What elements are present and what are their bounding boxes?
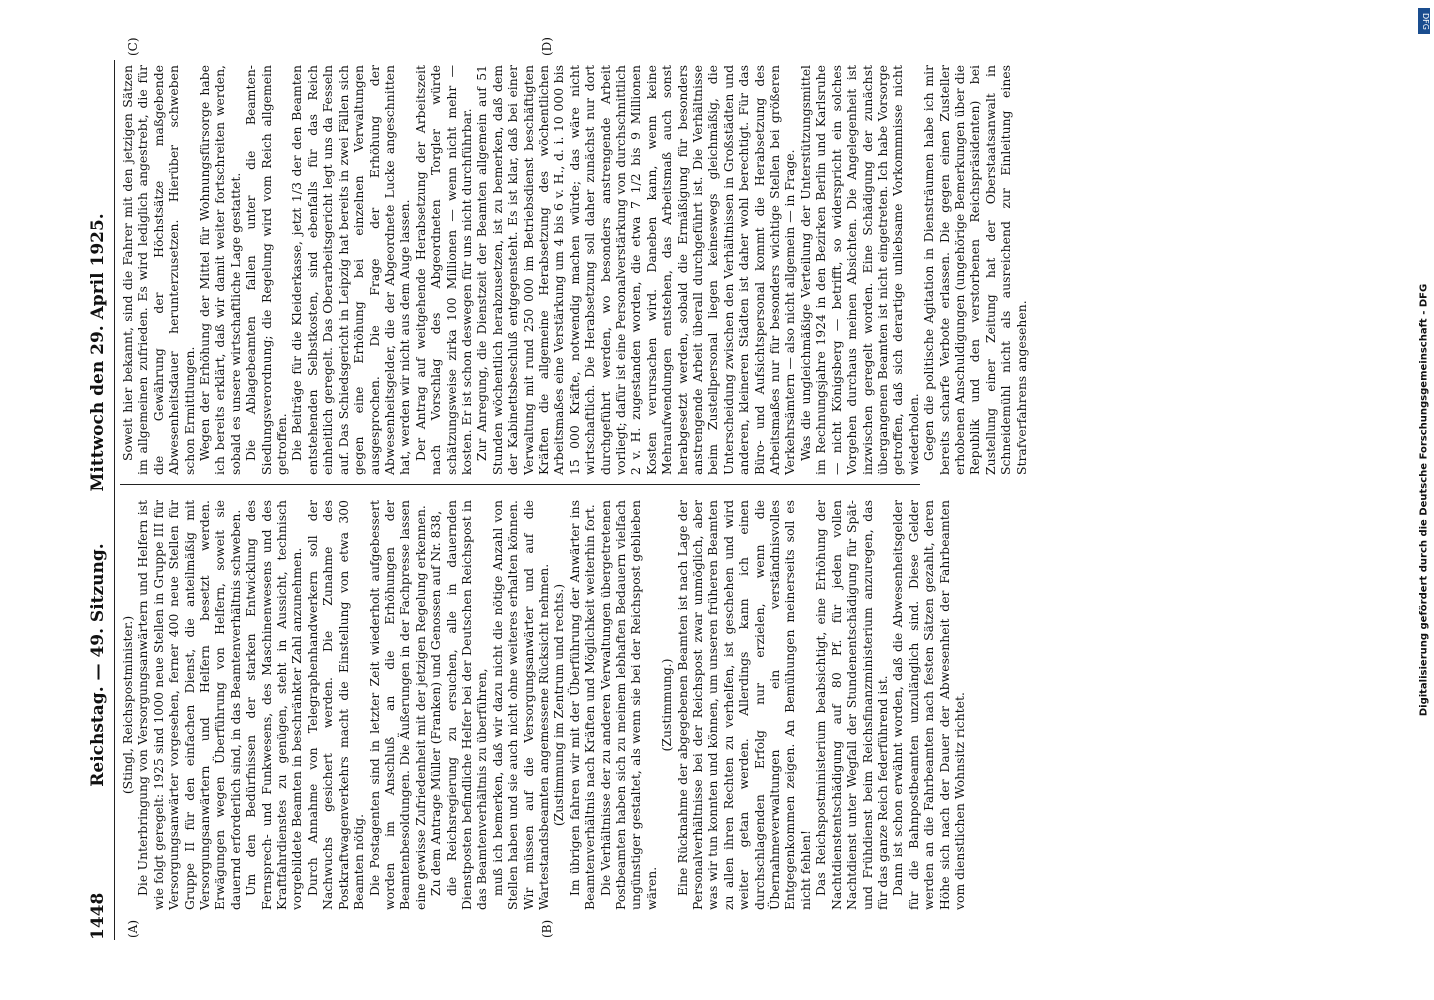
- page-header: [88, 60, 114, 940]
- session-center: Reichstag. — 49. Sitzung.: [88, 543, 108, 787]
- session-title: [88, 60, 108, 940]
- paragraph: (Zustimmung im Zentrum und rechts.): [551, 583, 567, 827]
- paragraph: die Reichsregierung zu ersuchen, alle in dauernden Dienstposten befindliche Helfer bei der Deutschen Reichspost in das Beamtenverhältnis zu überführen,: [443, 500, 490, 910]
- paragraph: Im übrigen fahren wir mit der Überführung der Anwärter ins Beamtenverhältnis nach Kräften und Möglichkeit weiterhin fort.: [566, 500, 598, 910]
- paragraph: muß ich bemerken, daß wir dazu nicht die nötige Anzahl von Stellen haben und sie auch nicht ohne weiteres erhalten können. Wir müssen auf die Versorgungsanwärter und auf die Wartestandsbeamten angemessene Rücksicht nehmen.: [489, 500, 551, 910]
- paragraph: Die Verhältnisse der zu anderen Verwaltungen übergetretenen Postbeamten haben sich zu meinem lebhaften Bedauern vielfach ungünstiger gestaltet, als wenn sie bei der Reichspost geblieben wären.: [597, 500, 659, 910]
- paragraph: Zur Anregung, die Dienstzeit der Beamten allgemein auf 51 Stunden wöchentlich herabzusetzen, ist zu bemerken, daß dem der Kabinettsbeschluß entgegensteht. Es ist klar, daß bei einer Verwaltung mit rund 250 000 im Betriebsdienst beschäftigten Kräften die allgemeine Herabsetzung des wöchentlichen Arbeitsmaßes eine Verstärkung um 4 bis 6 v. H., d. i. 10 000 bis 15 000 Kräfte, notwendig machen würde; das wäre nicht wirtschaftlich. Die Herabsetzung soll daher zunächst nur dort durchgeführt werden, wo besonders anstrengende Arbeit vorliegt; dafür ist eine Personalverstärkung von durchschnittlich 2 v. H. zugestanden worden, die etwa 7 1/2 bis 9 Millionen Kosten verursachen wird. Daneben kann, wenn keine Mehraufwendungen entstehen, das Arbeitsmaß auch sonst herabgesetzt werden, sobald die Ermäßigung für besonders anstrengende Arbeit überall durchgeführt ist. Die Verhältnisse beim Zustellpersonal liegen keineswegs gleichmäßig, die Unterscheidung zwischen den Verhältnissen in Großstädten und anderen, kleineren Städten ist daher wohl berechtigt. Für das Büro- und Aufsichtspersonal kommt die Herabsetzung des Arbeitsmaßes nur für besonders wichtige Stellen bei größeren Verkehrsämtern — also nicht allgemein — in Frage.: [474, 65, 798, 475]
- marker-c: (C): [126, 37, 140, 56]
- paragraph: (Stingl, Reichspostminister.): [120, 615, 135, 795]
- digitization-credit: Digitalisierung gefördert durch die Deutsche Forschungsgemeinschaft - DFG: [1418, 283, 1430, 717]
- paragraph: Dann ist schon erwähnt worden, daß die Abwesenheitsgelder für die Bahnpostbeamten unzulänglich sind. Diese Gelder werden an die Fahrbeamten nach festen Sätzen gezahlt, deren Höhe sich nach der Dauer der Abwesenheit der Fahrbeamten vom dienstlichen Wohnsitz richtet.: [890, 500, 967, 910]
- dfg-logo: DFG: [1418, 8, 1430, 34]
- paragraph: Das Reichspostministerium beabsichtigt, eine Erhöhung der Nachtdienstentschädigung auf 80 Pf. für jeden vollen Nachtdienst unter Wegfall der Stundenentschädigung für Spät- und Frühdienst beim Reichsfinanzministerium anzuregen, das für das ganze Reich federführend ist.: [813, 500, 890, 910]
- paragraph: Soweit hier bekannt, sind die Fahrer mit den jetzigen Sätzen im allgemeinen zufrieden. Es wird lediglich angestrebt, die für die Gewährung der Höchstsätze maßgebende Abwesenheitsdauer herunterzusetzen. Hierüber schweben schon Ermittlungen.: [120, 65, 197, 475]
- column-separator: [120, 484, 920, 485]
- marker-a: (A): [126, 919, 140, 938]
- paragraph: Eine Rücknahme der abgegebenen Beamten ist nach Lage der Personalverhältnisse bei der Reichspost zwar unmöglich, aber was wir tun konnten und können, um unseren früheren Beamten zu allen ihren Rechten zu verhelfen, ist geschehen und wird weiter getan werden. Allerdings kann ich einen durchschlagenden Erfolg nur erzielen, wenn die Übernahmeverwaltungen ein verständnisvolles Entgegenkommen zeigen. An Bemühungen meinerseits soll es nicht fehlen!: [674, 500, 813, 910]
- paragraph: (Zustimmung.): [659, 658, 675, 752]
- paragraph: Gegen die politische Agitation in Diensträumen habe ich mir bereits scharfe Verbote erlassen. Die gegen einen Zusteller erhobenen Anschuldigungen (ungehörige Bemerkungen über die Republik und den verstorbenen Reichspräsidenten) bei Zustellung einer Zeitung hat der Oberstaatsanwalt in Schneidemühl nicht als ausreichend zur Einleitung eines Strafverfahrens angesehen.: [921, 65, 1029, 475]
- paragraph: Durch Annahme von Telegraphenhandwerkern soll der Nachwuchs gesichert werden. Die Zunahme des Postkraftwagenverkehrs macht die Einstellung von etwa 300 Beamten nötig.: [304, 500, 367, 910]
- paragraph: Zu dem Antrage Müller (Franken) und Genossen auf Nr. 838,: [428, 510, 444, 896]
- page-number: 1448: [88, 892, 108, 940]
- paragraph: Wegen der Erhöhung der Mittel für Wohnungsfürsorge habe ich bereits erklärt, daß wir damit weiter fortschreiten werden, sobald es unsere wirtschaftliche Lage gestattet.: [197, 65, 243, 475]
- paragraph: Die Postagenten sind in letzter Zeit wiederholt aufgebessert worden im Anschluß an die Erhöhungen der Beamtenbesoldungen. Die Äußerungen in der Fachpresse lassen eine gewisse Zufriedenheit mit der jetzigen Regelung erkennen.: [366, 500, 428, 910]
- paragraph: Was die ungleichmäßige Verteilung der Unterstützungsmittel im Rechnungsjahre 1924 in den Bezirken Berlin und Karlsruhe — nicht Königsberg — betrifft, so widerspricht ein solches Vorgehen durchaus meinen Absichten. Die Angelegenheit ist inzwischen geregelt worden. Eine Schädigung der zunächst übergangenen Beamten ist nicht eingetreten. Ich habe Vorsorge getroffen, daß sich derartige unliebsame Vorkommnisse nicht wiederholen.: [797, 65, 921, 475]
- paragraph: Der Antrag auf weitgehende Herabsetzung der Arbeitszeit nach Vorschlag des Abgeordneten Torgler würde schätzungsweise zirka 100 Millionen — wenn nicht mehr — kosten. Er ist schon deswegen für uns nicht durchführbar.: [412, 65, 474, 475]
- marker-d: (D): [540, 37, 554, 56]
- paragraph: Die Unterbringung von Versorgungsanwärtern und Helfern ist wie folgt geregelt: 1925 sind 1000 neue Stellen in Gruppe III für Versorgungsanwärter vorgesehen, ferner 400 neue Stellen für Gruppe II für den einfachen Dienst, die anteilmäßig mit Versorgungsanwärtern und Helfern besetzt werden. Erwägungen wegen Überführung von Helfern, soweit sie dauernd erforderlich sind, in das Beamtenverhältnis schweben.: [135, 500, 243, 910]
- paragraph: Die Ablagebeamten fallen unter die Beamten-Siedlungsverordnung; die Regelung wird vom Reich allgemein getroffen.: [243, 65, 290, 475]
- session-date: Mittwoch den 29. April 1925.: [88, 213, 108, 492]
- right-column: [120, 65, 1029, 475]
- side-credit: [1416, 0, 1432, 1000]
- left-column: [120, 500, 967, 910]
- paragraph: Um den Bedürfnissen der starken Entwicklung des Fernsprech- und Funkwesens, des Maschinenwesens und des Kraftfahrdienstes zu genügen, steht in Aussicht, technisch vorgebildete Beamten in beschränkter Zahl anzunehmen.: [243, 500, 305, 910]
- header-rule: [114, 60, 115, 940]
- marker-b: (B): [540, 919, 554, 938]
- paragraph: Die Beiträge für die Kleiderkasse, jetzt 1/3 der den Beamten entstehenden Selbstkosten, sind ebenfalls für das Reich einheitlich geregelt. Das Oberarbeitsgericht legt uns da Fesseln auf. Das Schiedsgericht in Leipzig hat bereits in zwei Fällen sich gegen eine Erhöhung bei einzelnen Verwaltungen ausgesprochen. Die Frage der Erhöhung der Abwesenheitsgelder, die der Abgeordnete Lucke angeschnitten hat, werden wir nicht aus dem Auge lassen.: [289, 65, 413, 475]
